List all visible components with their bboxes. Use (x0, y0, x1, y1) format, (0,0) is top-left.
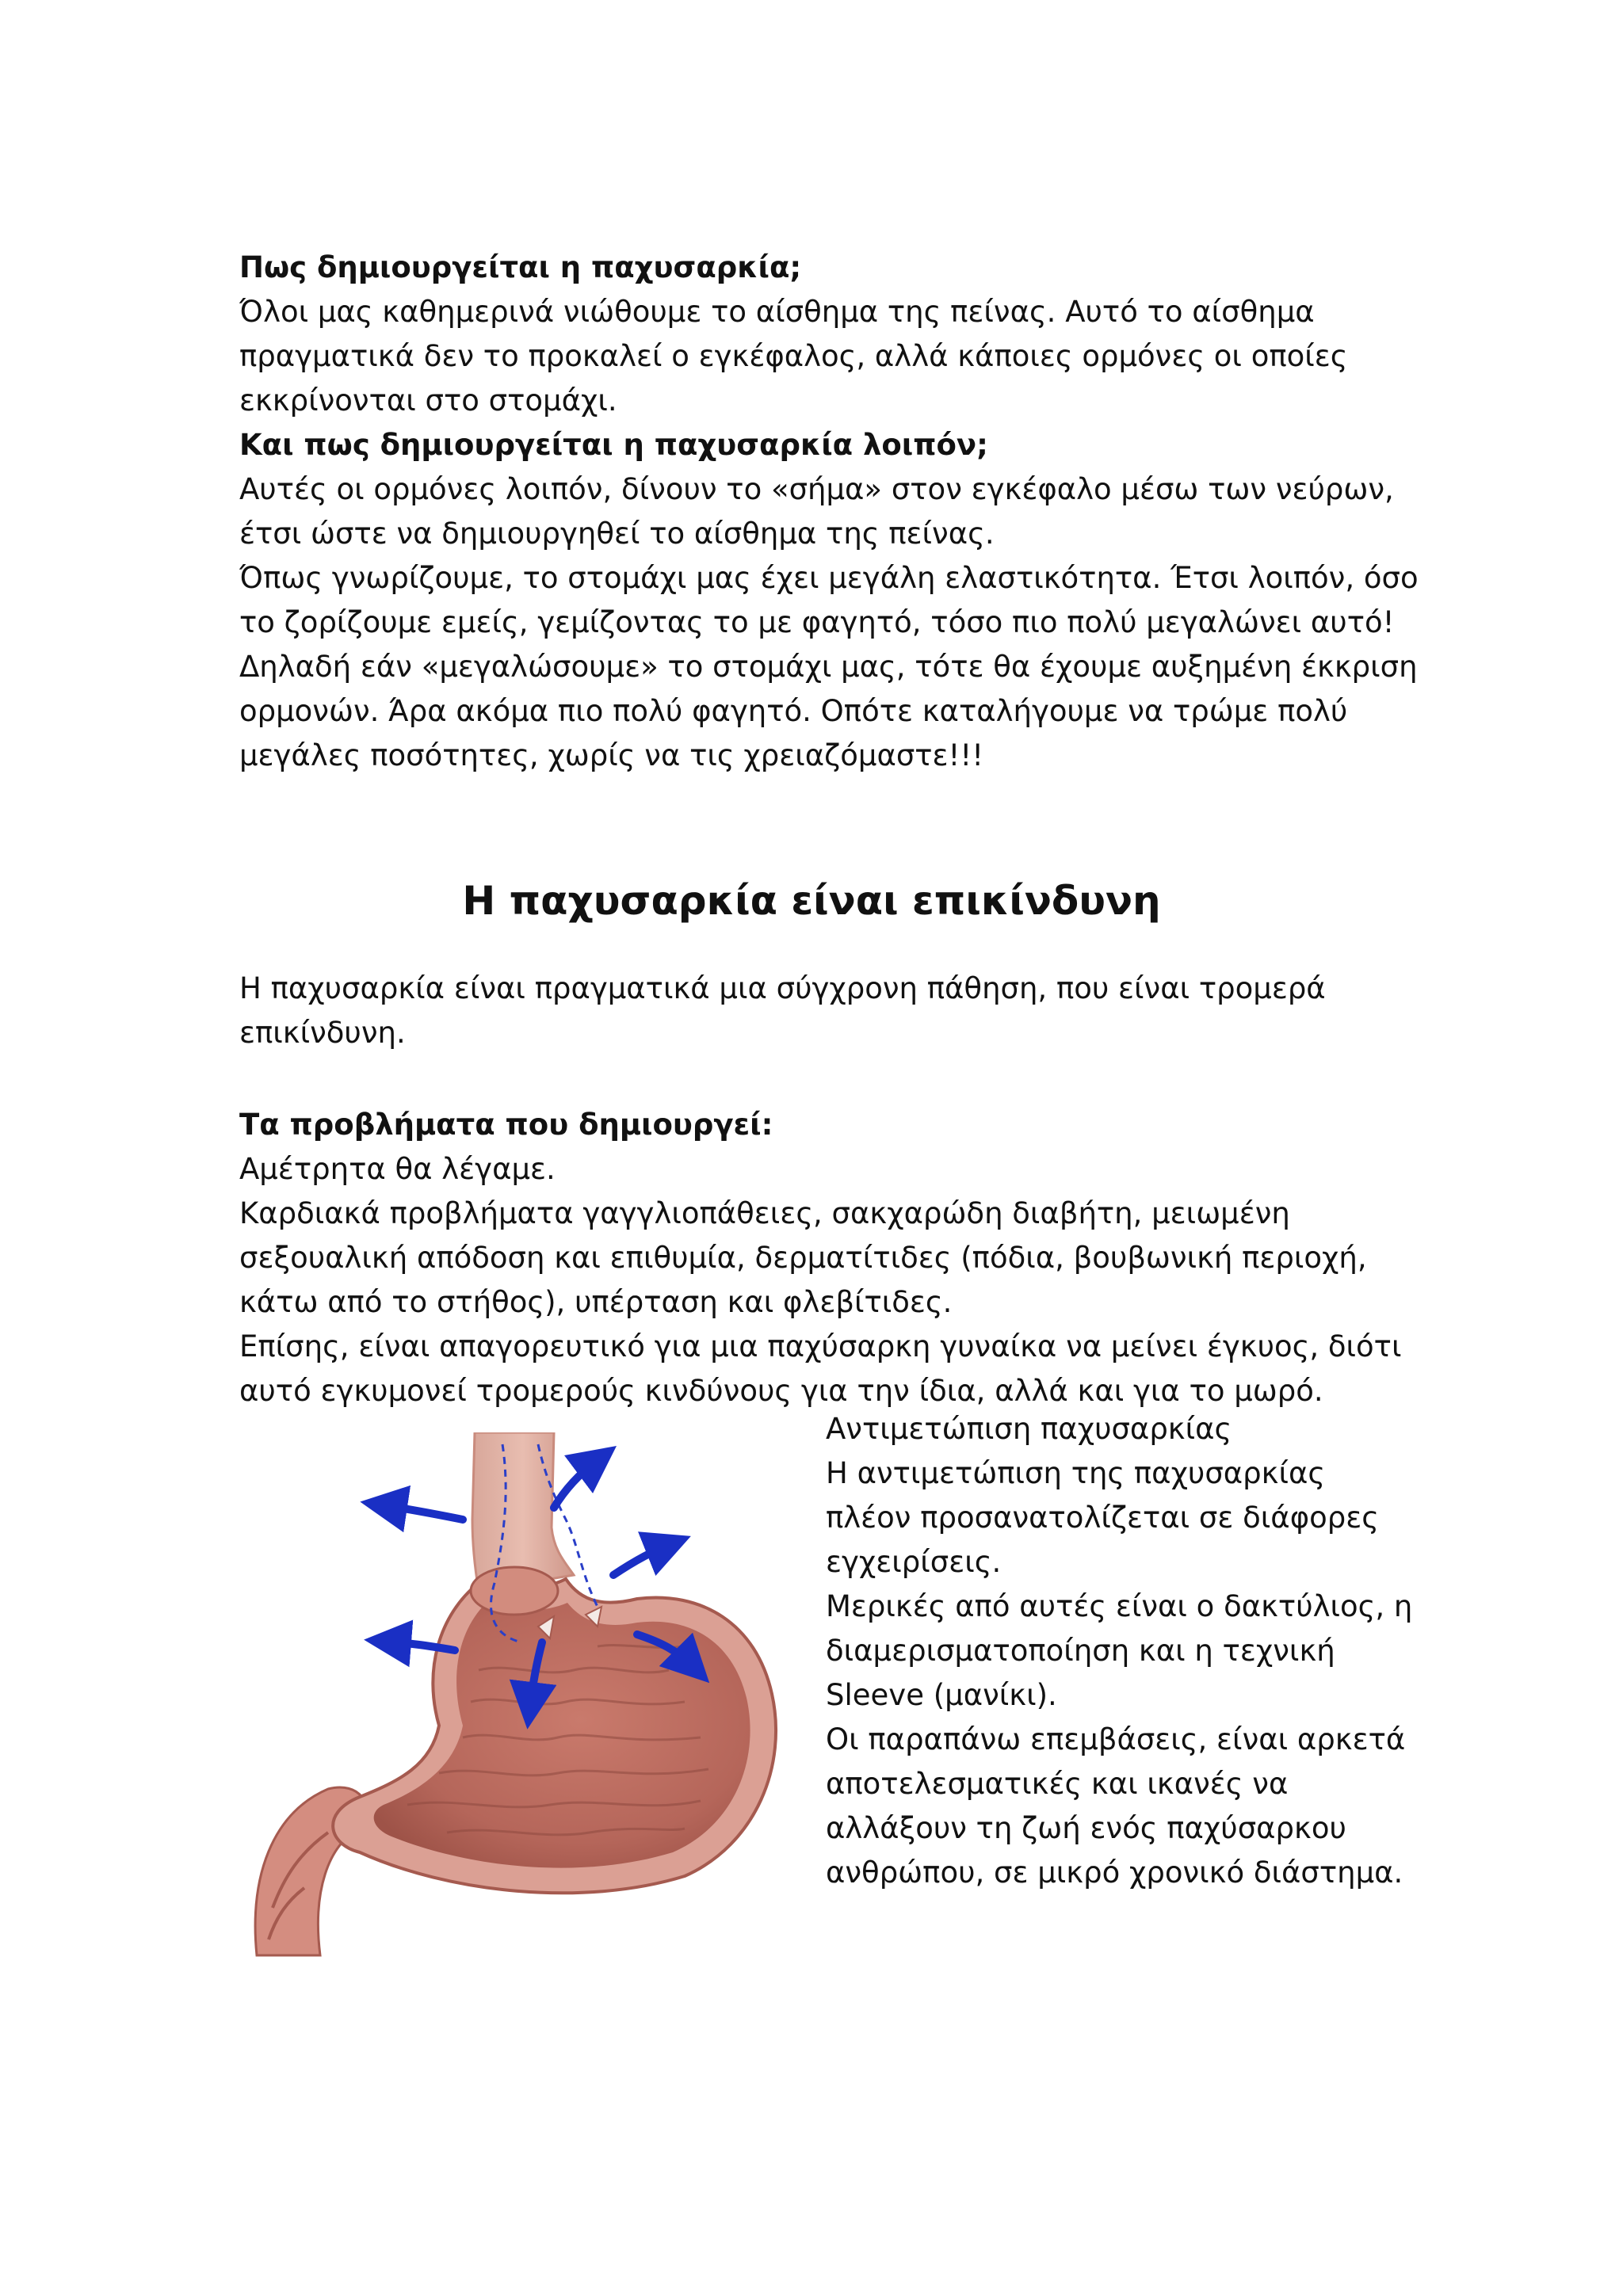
section-title: Πως δημιουργείται η παχυσαρκία; (239, 250, 802, 284)
paragraph-line: έτσι ώστε να δημιουργηθεί το αίσθημα της πείνας. (239, 517, 995, 551)
section-problems (239, 1103, 1402, 1413)
paragraph-line: Όλοι μας καθημερινά νιώθουμε το αίσθημα της πείνας. Αυτό το αίσθημα (239, 295, 1315, 329)
paragraph-line: αλλάξουν τη ζωή ενός παχύσαρκου (826, 1811, 1346, 1845)
paragraph-line: Οι παραπάνω επεμβάσεις, είναι αρκετά (826, 1722, 1406, 1756)
paragraph-line: εγχειρίσεις. (826, 1545, 1002, 1579)
paragraph-line: Καρδιακά προβλήματα γαγγλιοπάθειες, σακχαρώδη διαβήτη, μειωμένη (239, 1196, 1290, 1230)
stomach-diagram (241, 1432, 819, 1971)
section-subtitle: Και πως δημιουργείται η παχυσαρκία λοιπόν; (239, 428, 988, 462)
paragraph-line: Αντιμετώπιση παχυσαρκίας (826, 1412, 1232, 1446)
paragraph-line: το ζορίζουμε εμείς, γεμίζοντας το με φαγητό, τόσο πιο πολύ μεγαλώνει αυτό! (239, 605, 1395, 639)
paragraph-line: μεγάλες ποσότητες, χωρίς να τις χρειαζόμαστε!!! (239, 738, 984, 772)
stomach-illustration (241, 1432, 819, 1971)
paragraph-line: πλέον προσανατολίζεται σε διάφορες (826, 1501, 1379, 1535)
paragraph-line: διαμερισματοποίηση και η τεχνική (826, 1634, 1335, 1668)
paragraph-line: Όπως γνωρίζουμε, το στομάχι μας έχει μεγάλη ελαστικότητα. Έτσι λοιπόν, όσο (239, 561, 1419, 595)
paragraph-line: αποτελεσματικές και ικανές να (826, 1767, 1289, 1801)
arrow-icon (613, 1545, 669, 1575)
section-how-obesity-forms (239, 246, 1419, 778)
paragraph-line: επικίνδυνη. (239, 1016, 406, 1050)
paragraph-line: Η παχυσαρκία είναι πραγματικά μια σύγχρονη πάθηση, που είναι τρομερά (239, 971, 1326, 1005)
paragraph-line: Sleeve (μανίκι). (826, 1678, 1057, 1712)
stomach-inner-lining (374, 1599, 750, 1868)
paragraph-line: Αμέτρητα θα λέγαμε. (239, 1152, 556, 1186)
paragraph-line: ορμονών. Άρα ακόμα πιο πολύ φαγητό. Οπότε καταλήγουμε να τρώμε πολύ (239, 694, 1348, 728)
section-title: Τα προβλήματα που δημιουργεί: (239, 1108, 773, 1142)
sphincter (471, 1567, 558, 1615)
paragraph-line: Αυτές οι ορμόνες λοιπόν, δίνουν το «σήμα» στον εγκέφαλο μέσω των νεύρων, (239, 472, 1394, 506)
paragraph-line: αυτό εγκυμονεί τρομερούς κινδύνους για την ίδια, αλλά και για το μωρό. (239, 1374, 1323, 1408)
paragraph-line: Επίσης, είναι απαγορευτικό για μια παχύσαρκη γυναίκα να μείνει έγκυος, διότι (239, 1329, 1402, 1363)
paragraph-line: κάτω από το στήθος), υπέρταση και φλεβίτιδες. (239, 1285, 953, 1319)
paragraph-line: πραγματικά δεν το προκαλεί ο εγκέφαλος, αλλά κάποιες ορμόνες οι οποίες (239, 339, 1348, 373)
paragraph-line: σεξουαλική απόδοση και επιθυμία, δερματίτιδες (πόδια, βουβωνική περιοχή, (239, 1241, 1367, 1275)
section-intro (239, 967, 1396, 1055)
arrow-icon (384, 1505, 463, 1520)
paragraph-line: Μερικές από αυτές είναι ο δακτύλιος, η (826, 1589, 1413, 1623)
page-heading: Η παχυσαρκία είναι επικίνδυνη (462, 878, 1161, 924)
paragraph-line: Δηλαδή εάν «μεγαλώσουμε» το στομάχι μας, τότε θα έχουμε αυξημένη έκκριση (239, 650, 1418, 684)
paragraph-line: Η αντιμετώπιση της παχυσαρκίας (826, 1456, 1326, 1490)
paragraph-line: εκκρίνονται στο στομάχι. (239, 383, 617, 418)
paragraph-line: ανθρώπου, σε μικρό χρονικό διάστημα. (826, 1855, 1403, 1890)
section-treatment (826, 1407, 1413, 1895)
arrow-icon (554, 1460, 598, 1508)
